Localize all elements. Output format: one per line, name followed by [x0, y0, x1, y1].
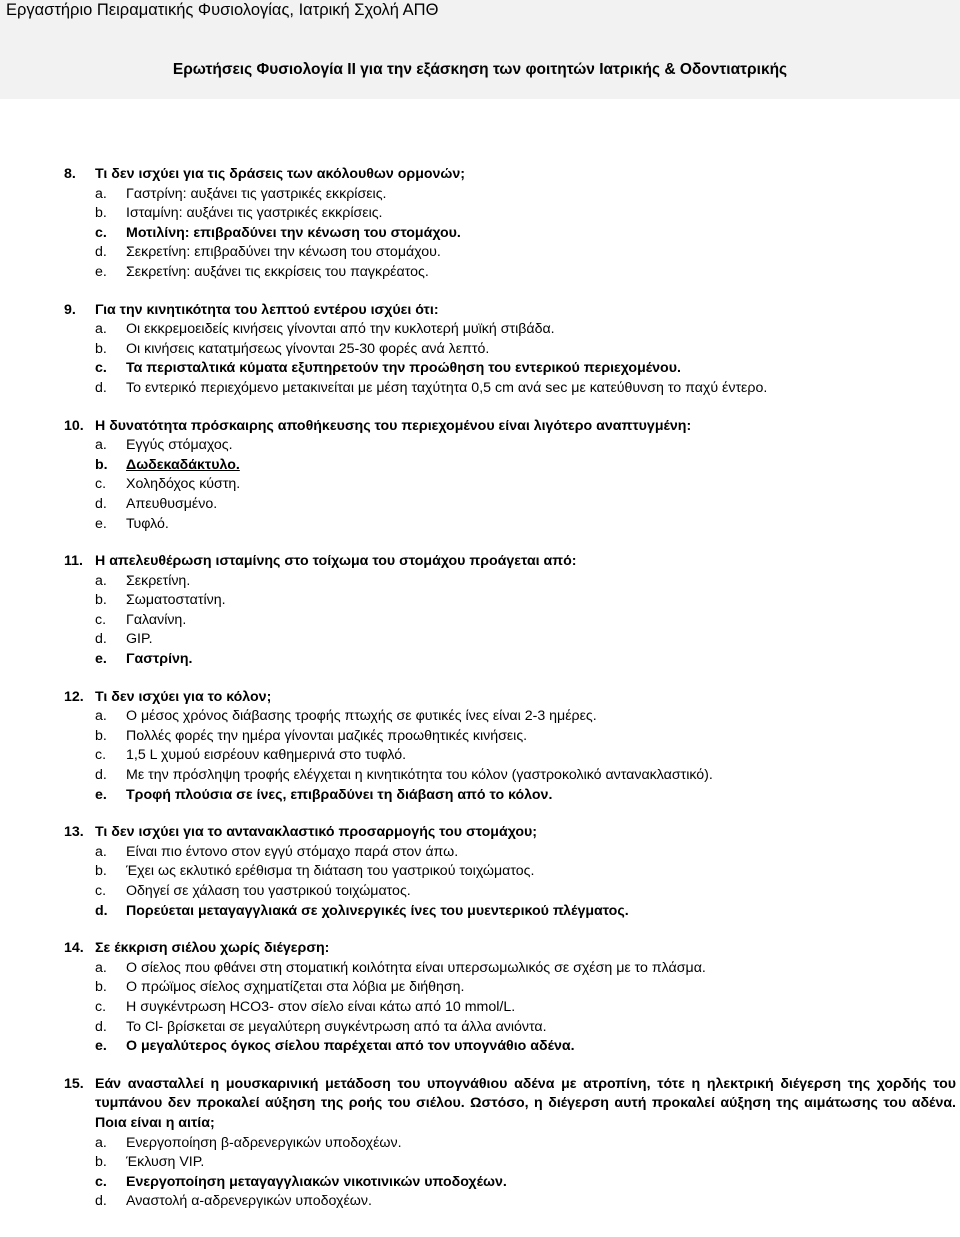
- answer-option: [64, 1173, 956, 1193]
- question-number: 14.: [64, 940, 84, 957]
- option-text: Ο μεγαλύτερος όγκος σίελου παρέχεται από τον υπογνάθιο αδένα.: [126, 1038, 575, 1055]
- answer-option: [64, 978, 956, 998]
- option-text: Μοτιλίνη: επιβραδύνει την κένωση του στομάχου.: [126, 224, 461, 241]
- option-text: Σωματοστατίνη.: [126, 592, 226, 609]
- question-heading: [64, 823, 956, 843]
- answer-option: [64, 515, 956, 535]
- question: [64, 823, 956, 921]
- question-heading: [64, 417, 956, 437]
- option-text: Οι κινήσεις κατατμήσεως γίνονται 25-30 φορές ανά λεπτό.: [126, 340, 490, 357]
- answer-option: [64, 436, 956, 456]
- option-letter: e.: [95, 1038, 107, 1055]
- option-text: Το Cl- βρίσκεται σε μεγαλύτερη συγκέντρωση από τα άλλα ανιόντα.: [126, 1018, 547, 1035]
- answer-option: [64, 707, 956, 727]
- question-text: Σε έκκριση σιέλου χωρίς διέγερση:: [95, 940, 330, 957]
- option-text: Ο μέσος χρόνος διάβασης τροφής πτωχής σε φυτικές ίνες είναι 2-3 ημέρες.: [126, 708, 597, 725]
- option-text: GIP.: [126, 631, 153, 648]
- answer-option: [64, 456, 956, 476]
- question-number: 15.: [64, 1075, 84, 1092]
- option-text: Απευθυσμένο.: [126, 495, 218, 512]
- question: [64, 417, 956, 535]
- answer-option: [64, 379, 956, 399]
- answer-option: [64, 959, 956, 979]
- option-text: 1,5 L χυμού εισρέουν καθημερινά στο τυφλό.: [126, 747, 407, 764]
- answer-option: [64, 263, 956, 283]
- option-text: Οι εκκρεμοειδείς κινήσεις γίνονται από την κυκλοτερή μυϊκή στιβάδα.: [126, 321, 555, 338]
- question-heading: [64, 939, 956, 959]
- option-text: Σεκρετίνη: αυξάνει τις εκκρίσεις του παγκρέατος.: [126, 263, 429, 280]
- option-text: Πολλές φορές την ημέρα γίνονται μαζικές προωθητικές κινήσεις.: [126, 727, 528, 744]
- document-title: Ερωτήσεις Φυσιολογία ΙΙ για την εξάσκηση των φοιτητών Ιατρικής & Οδοντιατρικής: [172, 61, 788, 78]
- option-letter: b.: [95, 1154, 107, 1171]
- option-letter: a.: [95, 959, 107, 976]
- answer-option: [64, 650, 956, 670]
- option-text: Σεκρετίνη.: [126, 572, 191, 589]
- answer-option: [64, 204, 956, 224]
- answer-option: [64, 862, 956, 882]
- question: [64, 301, 956, 399]
- option-letter: c.: [95, 1173, 107, 1190]
- organization-title: Εργαστήριο Πειραματικής Φυσιολογίας, Ιατρική Σχολή ΑΠΘ: [6, 1, 439, 19]
- option-letter: d.: [95, 1018, 107, 1035]
- option-text: Τυφλό.: [126, 515, 169, 532]
- question-number: 8.: [64, 166, 76, 182]
- answer-option: [64, 359, 956, 379]
- option-letter: d.: [95, 631, 107, 648]
- option-text: Ο πρώϊμος σίελος σχηματίζεται στα λόβια με διήθηση.: [126, 979, 465, 996]
- question: [64, 165, 956, 283]
- answer-option: [64, 224, 956, 244]
- option-letter: a.: [95, 843, 107, 860]
- option-letter: a.: [95, 572, 107, 589]
- question-heading: [64, 552, 956, 572]
- option-letter: d.: [95, 495, 107, 512]
- option-letter: a.: [95, 708, 107, 725]
- answer-option: [64, 185, 956, 205]
- option-text: Ο σίελος που φθάνει στη στοματική κοιλότητα είναι υπερσωμωλικός σε σχέση με το πλάσμα.: [126, 959, 706, 976]
- option-text: Τροφή πλούσια σε ίνες, επιβραδύνει τη διάβαση από το κόλον.: [126, 786, 553, 803]
- answer-option: [64, 572, 956, 592]
- answer-option: [64, 611, 956, 631]
- question-text: Τι δεν ισχύει για το κόλον;: [95, 688, 272, 705]
- option-letter: c.: [95, 224, 107, 241]
- question-text: Τι δεν ισχύει για τις δράσεις των ακόλουθων ορμονών;: [95, 166, 466, 182]
- answer-option: [64, 495, 956, 515]
- option-letter: e.: [95, 263, 107, 280]
- page-header: [0, 0, 960, 99]
- option-text: Οδηγεί σε χάλαση του γαστρικού τοιχώματος.: [126, 883, 411, 899]
- question-text: Για την κινητικότητα του λεπτού εντέρου ισχύει ότι:: [95, 301, 439, 318]
- option-letter: e.: [95, 515, 107, 532]
- question-text: Η δυνατότητα πρόσκαιρης αποθήκευσης του περιεχομένου είναι λιγότερο αναπτυγμένη:: [95, 417, 692, 434]
- answer-option: [64, 998, 956, 1018]
- answer-option: [64, 320, 956, 340]
- question-text: Εάν ανασταλλεί η μουσκαρινική μετάδοση του υπογνάθιου αδένα με ατροπίνη, τότε η ηλεκτρική διέγερση της χορδής του τυμπάνου δεν προκαλεί αύξηση της ροής του σιέλου. Ωστόσο, η διέγερση αυτή προκαλεί αύξηση της αιμάτωσης του αδένα. Ποια είναι η αιτία;: [95, 1075, 956, 1131]
- question: [64, 688, 956, 806]
- question-heading: [64, 688, 956, 708]
- question-heading: [64, 1075, 956, 1134]
- question: [64, 552, 956, 670]
- option-text: Ενεργοποίηση β-αδρενεργικών υποδοχέων.: [126, 1134, 402, 1151]
- option-text: Το εντερικό περιεχόμενο μετακινείται με μέση ταχύτητα 0,5 cm ανά sec με κατεύθυνση το παχύ έντερο.: [126, 379, 768, 396]
- option-letter: c.: [95, 747, 107, 764]
- option-text: Έχει ως εκλυτικό ερέθισμα τη διάταση του γαστρικού τοιχώματος.: [126, 863, 535, 880]
- option-letter: b.: [95, 205, 107, 222]
- option-letter: b.: [95, 340, 107, 357]
- option-text: Ισταμίνη: αυξάνει τις γαστρικές εκκρίσεις.: [126, 205, 383, 222]
- option-letter: e.: [95, 786, 107, 803]
- question-number: 11.: [64, 553, 83, 570]
- question: [64, 939, 956, 1057]
- answer-option: [64, 243, 956, 263]
- option-letter: a.: [95, 185, 107, 202]
- answer-option: [64, 1153, 956, 1173]
- option-letter: c.: [95, 611, 107, 628]
- option-text: Γαστρίνη: αυξάνει τις γαστρικές εκκρίσεις.: [126, 185, 387, 202]
- question-heading: [64, 165, 956, 185]
- option-letter: d.: [95, 767, 107, 784]
- option-letter: a.: [95, 437, 107, 454]
- question: [64, 1075, 956, 1212]
- option-text: Είναι πιο έντονο στον εγγύ στόμαχο παρά στον άπω.: [126, 843, 459, 860]
- answer-option: [64, 1192, 956, 1212]
- answer-option: [64, 1134, 956, 1154]
- option-letter: c.: [95, 883, 107, 899]
- option-text: Έκλυση VIP.: [126, 1154, 205, 1171]
- option-text: Σεκρετίνη: επιβραδύνει την κένωση του στομάχου.: [126, 244, 441, 261]
- option-letter: c.: [95, 360, 107, 377]
- option-text: Χοληδόχος κύστη.: [126, 476, 241, 493]
- answer-option: [64, 340, 956, 360]
- question-text: Τι δεν ισχύει για το αντανακλαστικό προσαρμογής του στομάχου;: [95, 824, 537, 841]
- question-text: Η απελευθέρωση ισταμίνης στο τοίχωμα του στομάχου προάγεται από:: [95, 553, 577, 570]
- question-list: [64, 165, 956, 1230]
- option-text: Τα περισταλτικά κύματα εξυπηρετούν την προώθηση του εντερικού περιεχομένου.: [126, 360, 681, 377]
- answer-option: [64, 882, 956, 902]
- option-text: Εγγύς στόμαχος.: [126, 437, 233, 454]
- answer-option: [64, 843, 956, 863]
- answer-option: [64, 786, 956, 806]
- option-letter: d.: [95, 244, 107, 261]
- answer-option: [64, 727, 956, 747]
- answer-option: [64, 591, 956, 611]
- question-heading: [64, 301, 956, 321]
- option-letter: a.: [95, 321, 107, 338]
- option-text: Πορεύεται μεταγαγγλιακά σε χολινεργικές ίνες του μυεντερικού πλέγματος.: [126, 902, 629, 919]
- option-letter: c.: [95, 476, 107, 493]
- answer-option: [64, 746, 956, 766]
- option-text: Με την πρόσληψη τροφής ελέγχεται η κινητικότητα του κόλον (γαστροκολικό αντανακλαστικό).: [126, 767, 713, 784]
- question-number: 10.: [64, 417, 84, 434]
- answer-option: [64, 475, 956, 495]
- option-letter: b.: [95, 727, 107, 744]
- option-text: Γαλανίνη.: [126, 611, 187, 628]
- option-text: Δωδεκαδάκτυλο.: [126, 456, 240, 473]
- option-text: Ενεργοποίηση μεταγαγγλιακών νικοτινικών υποδοχέων.: [126, 1173, 507, 1190]
- question-number: 12.: [64, 688, 84, 705]
- question-number: 13.: [64, 824, 84, 841]
- option-letter: d.: [95, 902, 108, 919]
- answer-option: [64, 1037, 956, 1057]
- option-letter: b.: [95, 979, 107, 996]
- answer-option: [64, 1018, 956, 1038]
- option-letter: e.: [95, 651, 107, 668]
- option-letter: b.: [95, 456, 108, 473]
- option-letter: b.: [95, 592, 107, 609]
- option-letter: c.: [95, 998, 107, 1015]
- answer-option: [64, 902, 956, 922]
- option-text: Αναστολή α-αδρενεργικών υποδοχέων.: [126, 1193, 372, 1210]
- option-letter: b.: [95, 863, 107, 880]
- answer-option: [64, 766, 956, 786]
- option-text: Η συγκέντρωση HCO3- στον σίελο είναι κάτω από 10 mmol/L.: [126, 998, 516, 1015]
- option-letter: d.: [95, 1193, 107, 1210]
- option-letter: a.: [95, 1134, 107, 1151]
- question-number: 9.: [64, 301, 76, 318]
- option-text: Γαστρίνη.: [126, 651, 193, 668]
- option-letter: d.: [95, 379, 107, 396]
- answer-option: [64, 630, 956, 650]
